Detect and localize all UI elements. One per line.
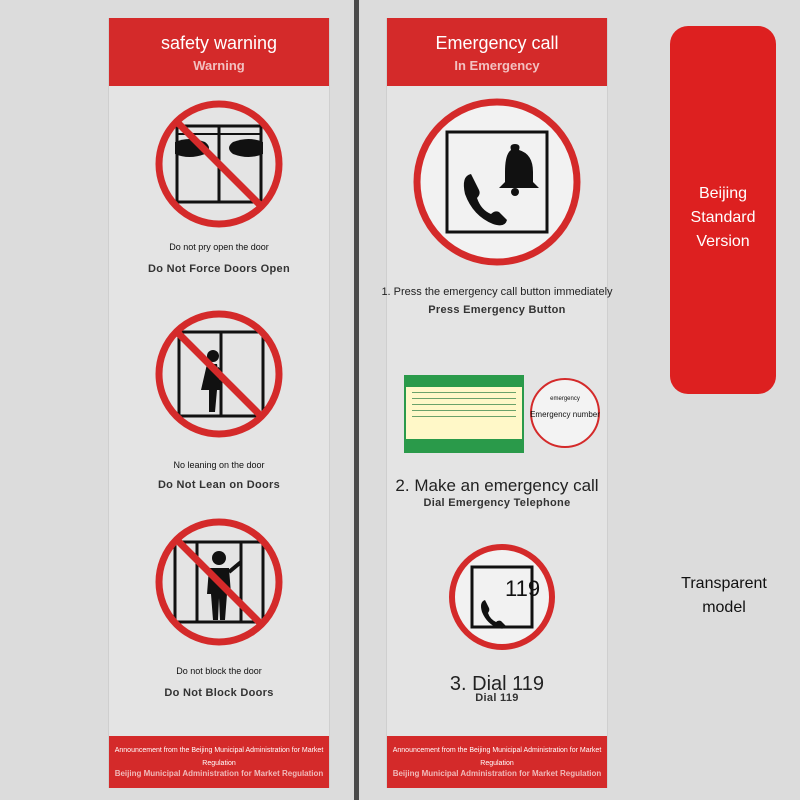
sign-caption-en-block: Do Not Block Doors <box>164 687 274 699</box>
emergency-number-bubble <box>530 378 600 448</box>
safety-warning-footer <box>109 736 329 788</box>
transparent-model-label: Transparent model <box>681 575 767 616</box>
sign-caption-lean: No leaning on the door <box>173 460 265 470</box>
phone-bell-icon <box>411 96 583 268</box>
sign-caption-en-force: Do Not Force Doors Open <box>148 263 290 275</box>
sign-caption-force: Do not pry open the door <box>169 242 269 252</box>
sign-caption-en-lean: Do Not Lean on Doors <box>157 479 281 491</box>
phone-119-icon <box>447 542 557 652</box>
step3-text: 3. Dial 119 <box>449 673 545 695</box>
no-force-doors-icon <box>153 98 285 230</box>
step1-text-en: Press Emergency Button <box>428 304 566 316</box>
footer-announcement: Announcement from the Beijing Municipal Administration for Market Regulation <box>114 747 324 767</box>
footer-authority: Beijing Municipal Administration for Market Regulation <box>114 769 324 778</box>
panel-divider <box>354 0 359 800</box>
sign-caption-block: Do not block the door <box>176 666 262 676</box>
emergency-card-icon <box>404 375 524 453</box>
bubble-small-label: emergency <box>550 396 580 402</box>
dial-number-label: 119 <box>505 576 541 601</box>
version-badge-text: Beijing Standard Version <box>690 185 756 250</box>
footer-authority: Beijing Municipal Administration for Market Regulation <box>392 769 602 778</box>
no-lean-doors-icon <box>153 308 285 440</box>
no-block-doors-icon <box>153 516 285 648</box>
safety-warning-panel <box>108 18 330 788</box>
emergency-call-panel <box>381 18 613 788</box>
emergency-call-subtitle: In Emergency <box>454 58 540 73</box>
step3-text-en: Dial 119 <box>475 692 519 704</box>
version-badge <box>670 26 776 394</box>
emergency-call-footer <box>387 736 607 788</box>
safety-warning-header <box>109 18 329 86</box>
step2-text: 2. Make an emergency call <box>395 476 599 495</box>
step1-text: 1. Press the emergency call button immediately <box>381 286 613 298</box>
emergency-call-header <box>387 18 607 86</box>
emergency-call-title: Emergency call <box>435 33 559 53</box>
safety-warning-subtitle: Warning <box>193 58 245 73</box>
step2-text-en: Dial Emergency Telephone <box>423 497 571 509</box>
safety-warning-title: safety warning <box>160 33 278 53</box>
bubble-main-label: Emergency number <box>530 410 600 419</box>
footer-announcement: Announcement from the Beijing Municipal Administration for Market Regulation <box>392 747 602 767</box>
